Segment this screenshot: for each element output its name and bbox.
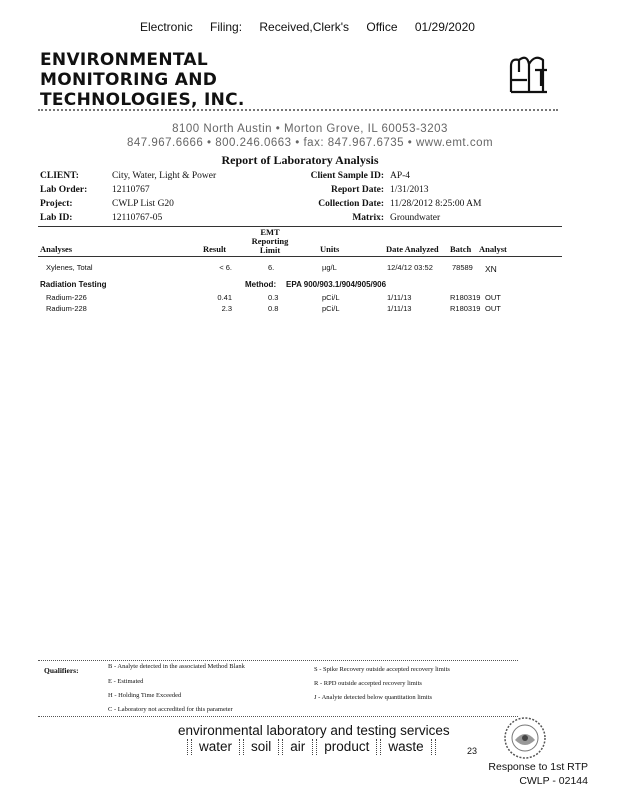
row1-batch: 78589: [452, 263, 473, 272]
filing-word-electronic: Electronic: [140, 20, 193, 34]
filing-word-received: Received,Clerk's: [259, 20, 350, 34]
footer-product: product: [324, 739, 370, 754]
row2-date: 1/11/13: [387, 293, 412, 302]
company-name-line3: TECHNOLOGIES, INC.: [40, 90, 245, 110]
row2-limit: 0.3: [268, 293, 279, 302]
row2-result: 0.41: [217, 293, 232, 302]
qualifiers-divider: [38, 660, 518, 661]
method-value: EPA 900/903.1/904/905/906: [286, 280, 387, 289]
row2-batch: R180319: [450, 293, 481, 302]
lab-id-label: Lab ID:: [40, 213, 73, 223]
info-divider: [38, 226, 562, 227]
qualifier-c: C - Laboratory not accredited for this parameter: [108, 706, 233, 713]
footer-divider-icon: [187, 739, 192, 755]
row3-batch: R180319: [450, 304, 481, 313]
col-header-emt-limit: [240, 228, 300, 255]
col-header-batch: Batch: [450, 244, 472, 254]
method-label: Method:: [245, 280, 277, 289]
row3-analyte: Radium-228: [46, 304, 87, 313]
matrix-label: Matrix:: [352, 213, 384, 223]
company-address-block: [40, 122, 580, 150]
footer-services: [180, 739, 443, 755]
response-note: [488, 760, 588, 788]
col-header-analyses: Analyses: [40, 244, 73, 254]
accreditation-seal-icon: [503, 716, 547, 760]
footer-water: water: [199, 739, 233, 754]
col-header-emt: EMT: [260, 227, 280, 237]
company-name-line2: MONITORING AND: [40, 70, 218, 90]
matrix-value: Groundwater: [390, 213, 441, 223]
row3-result: 2.3: [221, 304, 232, 313]
sample-id-label: Client Sample ID:: [310, 171, 384, 181]
table-header-divider: [38, 256, 562, 257]
response-label: Response to 1st RTP: [488, 761, 588, 773]
page-number: 23: [467, 746, 478, 756]
row1-analyst: XN: [485, 264, 497, 274]
footer-divider-icon: [376, 739, 381, 755]
footer-tagline: environmental laboratory and testing services: [178, 723, 450, 738]
col-header-analyst: Analyst: [479, 244, 507, 254]
qualifier-j: J - Analyte detected below quantitation limits: [314, 694, 433, 701]
footer-divider-icon: [431, 739, 436, 755]
row1-analyte: Xylenes, Total: [46, 263, 93, 272]
cwlp-number: CWLP - 02144: [519, 775, 588, 787]
row2-analyte: Radium-226: [46, 293, 87, 302]
col-header-reporting: Reporting: [251, 236, 289, 246]
qualifier-b: B - Analyte detected in the associated Method Blank: [108, 663, 245, 670]
project-label: Project:: [40, 199, 73, 209]
footer-soil: soil: [251, 739, 272, 754]
project-value: CWLP List G20: [112, 199, 174, 209]
filing-word-office: Office: [366, 20, 398, 34]
row3-limit: 0.8: [268, 304, 279, 313]
collection-date-value: 11/28/2012 8:25:00 AM: [390, 199, 482, 209]
row3-analyst: OUT: [485, 304, 501, 313]
qualifiers-bottom-divider: [38, 716, 518, 717]
qualifier-h: H - Holding Time Exceeded: [108, 692, 182, 699]
client-label: CLIENT:: [40, 171, 79, 181]
company-name-line1: ENVIRONMENTAL: [40, 50, 209, 70]
company-name: [40, 50, 245, 110]
footer-air: air: [290, 739, 306, 754]
filing-stamp: [140, 20, 489, 34]
section-radiation-testing: Radiation Testing: [40, 280, 107, 289]
col-header-result: Result: [203, 244, 227, 254]
row1-units: µg/L: [322, 263, 337, 272]
qualifier-r: R - RPD outside accepted recovery limits: [314, 680, 422, 687]
company-address: 8100 North Austin • Morton Grove, IL 60053-3203: [172, 123, 448, 135]
emt-logo-icon: [505, 52, 553, 100]
report-title: Report of Laboratory Analysis: [221, 153, 379, 167]
report-date-label: Report Date:: [330, 185, 384, 195]
col-header-date: Date Analyzed: [386, 244, 439, 254]
client-value: City, Water, Light & Power: [112, 171, 217, 181]
qualifier-s: S - Spike Recovery outside accepted recovery limits: [314, 666, 450, 673]
row3-date: 1/11/13: [387, 304, 412, 313]
footer-divider-icon: [312, 739, 317, 755]
footer-waste: waste: [388, 739, 424, 754]
row1-date: 12/4/12 03:52: [387, 263, 433, 272]
filing-word-filing: Filing:: [210, 20, 243, 34]
footer-divider-icon: [239, 739, 244, 755]
col-header-limit: Limit: [259, 245, 281, 255]
lab-order-label: Lab Order:: [40, 185, 88, 195]
company-phones: 847.967.6666 • 800.246.0663 • fax: 847.967.6735 • www.emt.com: [126, 137, 494, 149]
col-header-units: Units: [320, 244, 340, 254]
row1-result: < 6.: [219, 263, 232, 272]
report-date-value: 1/31/2013: [390, 185, 429, 195]
lab-id-value: 12110767-05: [112, 213, 163, 223]
filing-date: 01/29/2020: [414, 20, 475, 34]
footer-divider-icon: [278, 739, 283, 755]
sample-id-value: AP-4: [390, 171, 411, 181]
qualifier-e: E - Estimated: [108, 678, 144, 685]
qualifiers-label: Qualifiers:: [44, 666, 79, 675]
row3-units: pCi/L: [322, 304, 340, 313]
collection-date-label: Collection Date:: [318, 199, 384, 209]
header-divider: [38, 109, 558, 111]
row2-units: pCi/L: [322, 293, 340, 302]
row1-limit: 6.: [268, 263, 275, 272]
row2-analyst: OUT: [485, 293, 501, 302]
lab-order-value: 12110767: [112, 185, 150, 195]
